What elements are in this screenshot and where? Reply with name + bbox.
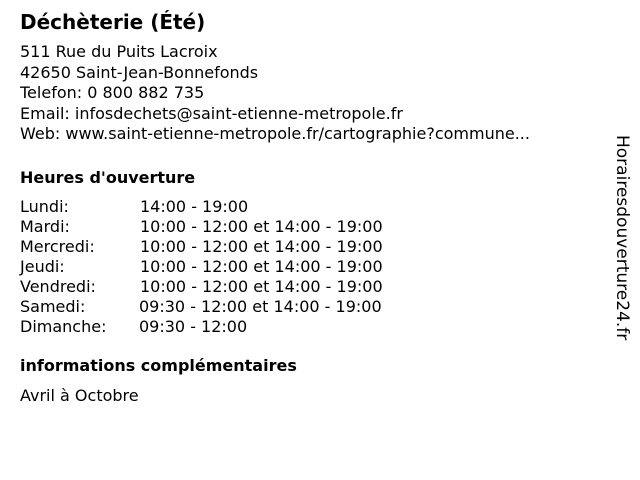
side-brand-text: Horairesdouverture24.fr — [612, 135, 632, 341]
phone-number[interactable]: Telefon: 0 800 882 735 — [20, 83, 205, 102]
day-label: Mardi: — [20, 216, 70, 236]
hours-row-lundi — [20, 197, 595, 217]
day-label: Lundi: — [20, 196, 69, 216]
hours-row-samedi — [20, 297, 595, 317]
time-value: 09:30 - 12:00 — [139, 316, 248, 336]
page-title: Déchèterie (Été) — [20, 10, 206, 34]
hours-row-jeudi — [20, 257, 595, 277]
time-value: 10:00 - 12:00 et 14:00 - 19:00 — [140, 216, 383, 236]
time-value: 09:30 - 12:00 et 14:00 - 19:00 — [139, 296, 382, 316]
hours-row-dimanche — [20, 317, 595, 337]
time-value: 14:00 - 19:00 — [140, 196, 249, 216]
hours-table — [20, 197, 595, 337]
location-card — [20, 8, 595, 407]
info-heading: informations complémentaires — [20, 355, 297, 375]
day-label: Jeudi: — [20, 256, 65, 276]
time-value: 10:00 - 12:00 et 14:00 - 19:00 — [140, 276, 383, 296]
day-label: Mercredi: — [20, 236, 95, 256]
address-block — [20, 42, 595, 145]
day-label: Vendredi: — [20, 276, 96, 296]
info-text: Avril à Octobre — [20, 385, 139, 405]
street-address: 511 Rue du Puits Lacroix — [20, 42, 218, 61]
city-address: 42650 Saint-Jean-Bonnefonds — [20, 62, 259, 82]
hours-row-mercredi — [20, 237, 595, 257]
time-value: 10:00 - 12:00 et 14:00 - 19:00 — [140, 236, 383, 256]
day-label: Samedi: — [20, 296, 86, 316]
email-address[interactable]: Email: infosdechets@saint-etienne-metropole.fr — [20, 103, 403, 123]
hours-heading: Heures d'ouverture — [20, 167, 196, 187]
hours-row-vendredi — [20, 277, 595, 297]
day-label: Dimanche: — [20, 316, 107, 336]
hours-row-mardi — [20, 217, 595, 237]
website-link[interactable]: Web: www.saint-etienne-metropole.fr/cartographie?commune... — [20, 124, 530, 143]
time-value: 10:00 - 12:00 et 14:00 - 19:00 — [140, 256, 383, 276]
